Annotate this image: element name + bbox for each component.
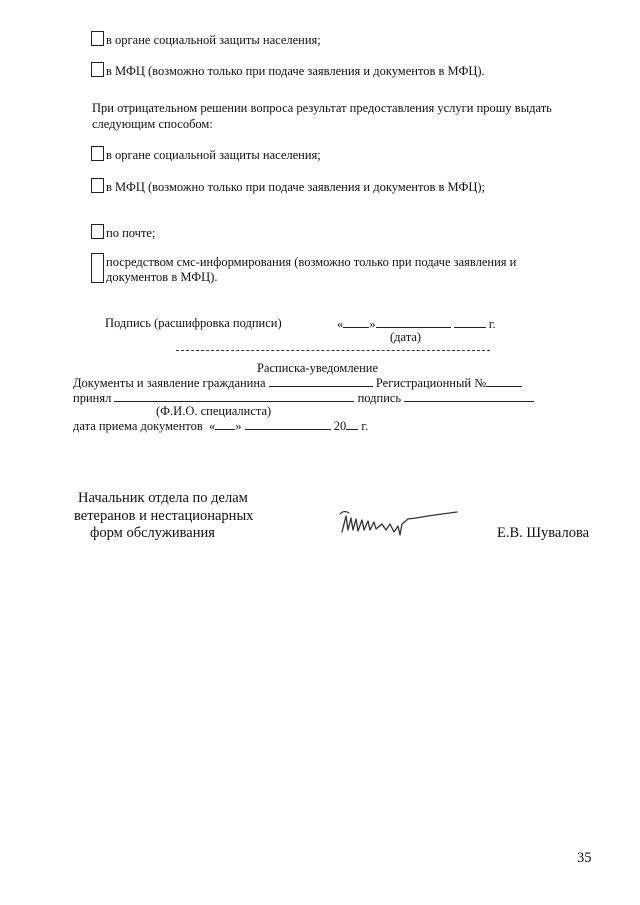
refusal-intro-line1: При отрицательном решении вопроса результат предоставления услуги прошу выдать — [92, 101, 552, 115]
official-name: Е.В. Шувалова — [497, 525, 590, 541]
position-line1: Начальник отдела по делам — [78, 490, 248, 506]
option-label-social-protection-1: в органе социальной защиты населения; — [106, 33, 321, 47]
checkbox-social-protection-2[interactable] — [91, 146, 104, 161]
signature-label-receipt: подпись — [357, 391, 402, 405]
quote-open: « — [337, 317, 344, 331]
reg-number-blank[interactable] — [486, 375, 522, 387]
option-label-sms-line2: документов в МФЦ). — [106, 270, 218, 284]
handwritten-signature — [336, 502, 461, 542]
page-number: 35 — [577, 850, 592, 866]
receipt-quote-close: » — [235, 419, 242, 433]
specialist-caption: (Ф.И.О. специалиста) — [156, 404, 272, 418]
receipt-quote-open: « — [209, 419, 216, 433]
day-blank[interactable] — [343, 316, 369, 328]
position-line2: ветеранов и нестационарных — [74, 508, 254, 524]
documents-label: Документы и заявление гражданина — [73, 376, 266, 390]
option-label-mail: по почте; — [106, 226, 156, 240]
receipt-year-suffix: г. — [361, 419, 369, 433]
quote-close: » — [369, 317, 376, 331]
year-suffix: г. — [488, 317, 496, 331]
citizen-name-blank[interactable] — [269, 375, 373, 387]
receipt-accepted-line — [73, 390, 534, 406]
accepted-label: принял — [73, 391, 112, 405]
checkbox-mfc-1[interactable] — [91, 62, 104, 77]
option-label-social-protection-2: в органе социальной защиты населения; — [106, 148, 321, 162]
signature-label: Подпись (расшифровка подписи) — [105, 316, 282, 330]
receipt-month-blank[interactable] — [245, 418, 331, 430]
receipt-day-blank[interactable] — [215, 418, 235, 430]
receipt-date-line — [73, 418, 368, 434]
checkbox-mail[interactable] — [91, 224, 104, 239]
option-label-mfc-2: в МФЦ (возможно только при подаче заявления и документов в МФЦ); — [106, 180, 486, 194]
specialist-name-blank[interactable] — [114, 390, 354, 402]
position-line3: форм обслуживания — [90, 525, 215, 541]
option-label-mfc-1: в МФЦ (возможно только при подаче заявления и документов в МФЦ). — [106, 64, 485, 78]
checkbox-social-protection-1[interactable] — [91, 31, 104, 46]
specialist-signature-blank[interactable] — [404, 390, 534, 402]
receipt-title: Расписка-уведомление — [257, 361, 379, 375]
checkbox-mfc-2[interactable] — [91, 178, 104, 193]
date-caption: (дата) — [390, 330, 422, 344]
month-blank[interactable] — [376, 316, 451, 328]
receipt-documents-line — [73, 375, 522, 391]
year-prefix: 20 — [333, 419, 347, 433]
reg-number-label: Регистрационный № — [375, 376, 487, 390]
refusal-intro-line2: следующим способом: — [92, 117, 213, 131]
year-blank[interactable] — [454, 316, 486, 328]
date-label: дата приема документов — [73, 419, 203, 433]
receipt-year-blank[interactable] — [346, 418, 358, 430]
option-label-sms-line1: посредством смс-информирования (возможно только при подаче заявления и — [106, 255, 517, 269]
cut-line — [176, 350, 490, 351]
checkbox-sms[interactable] — [91, 253, 104, 283]
